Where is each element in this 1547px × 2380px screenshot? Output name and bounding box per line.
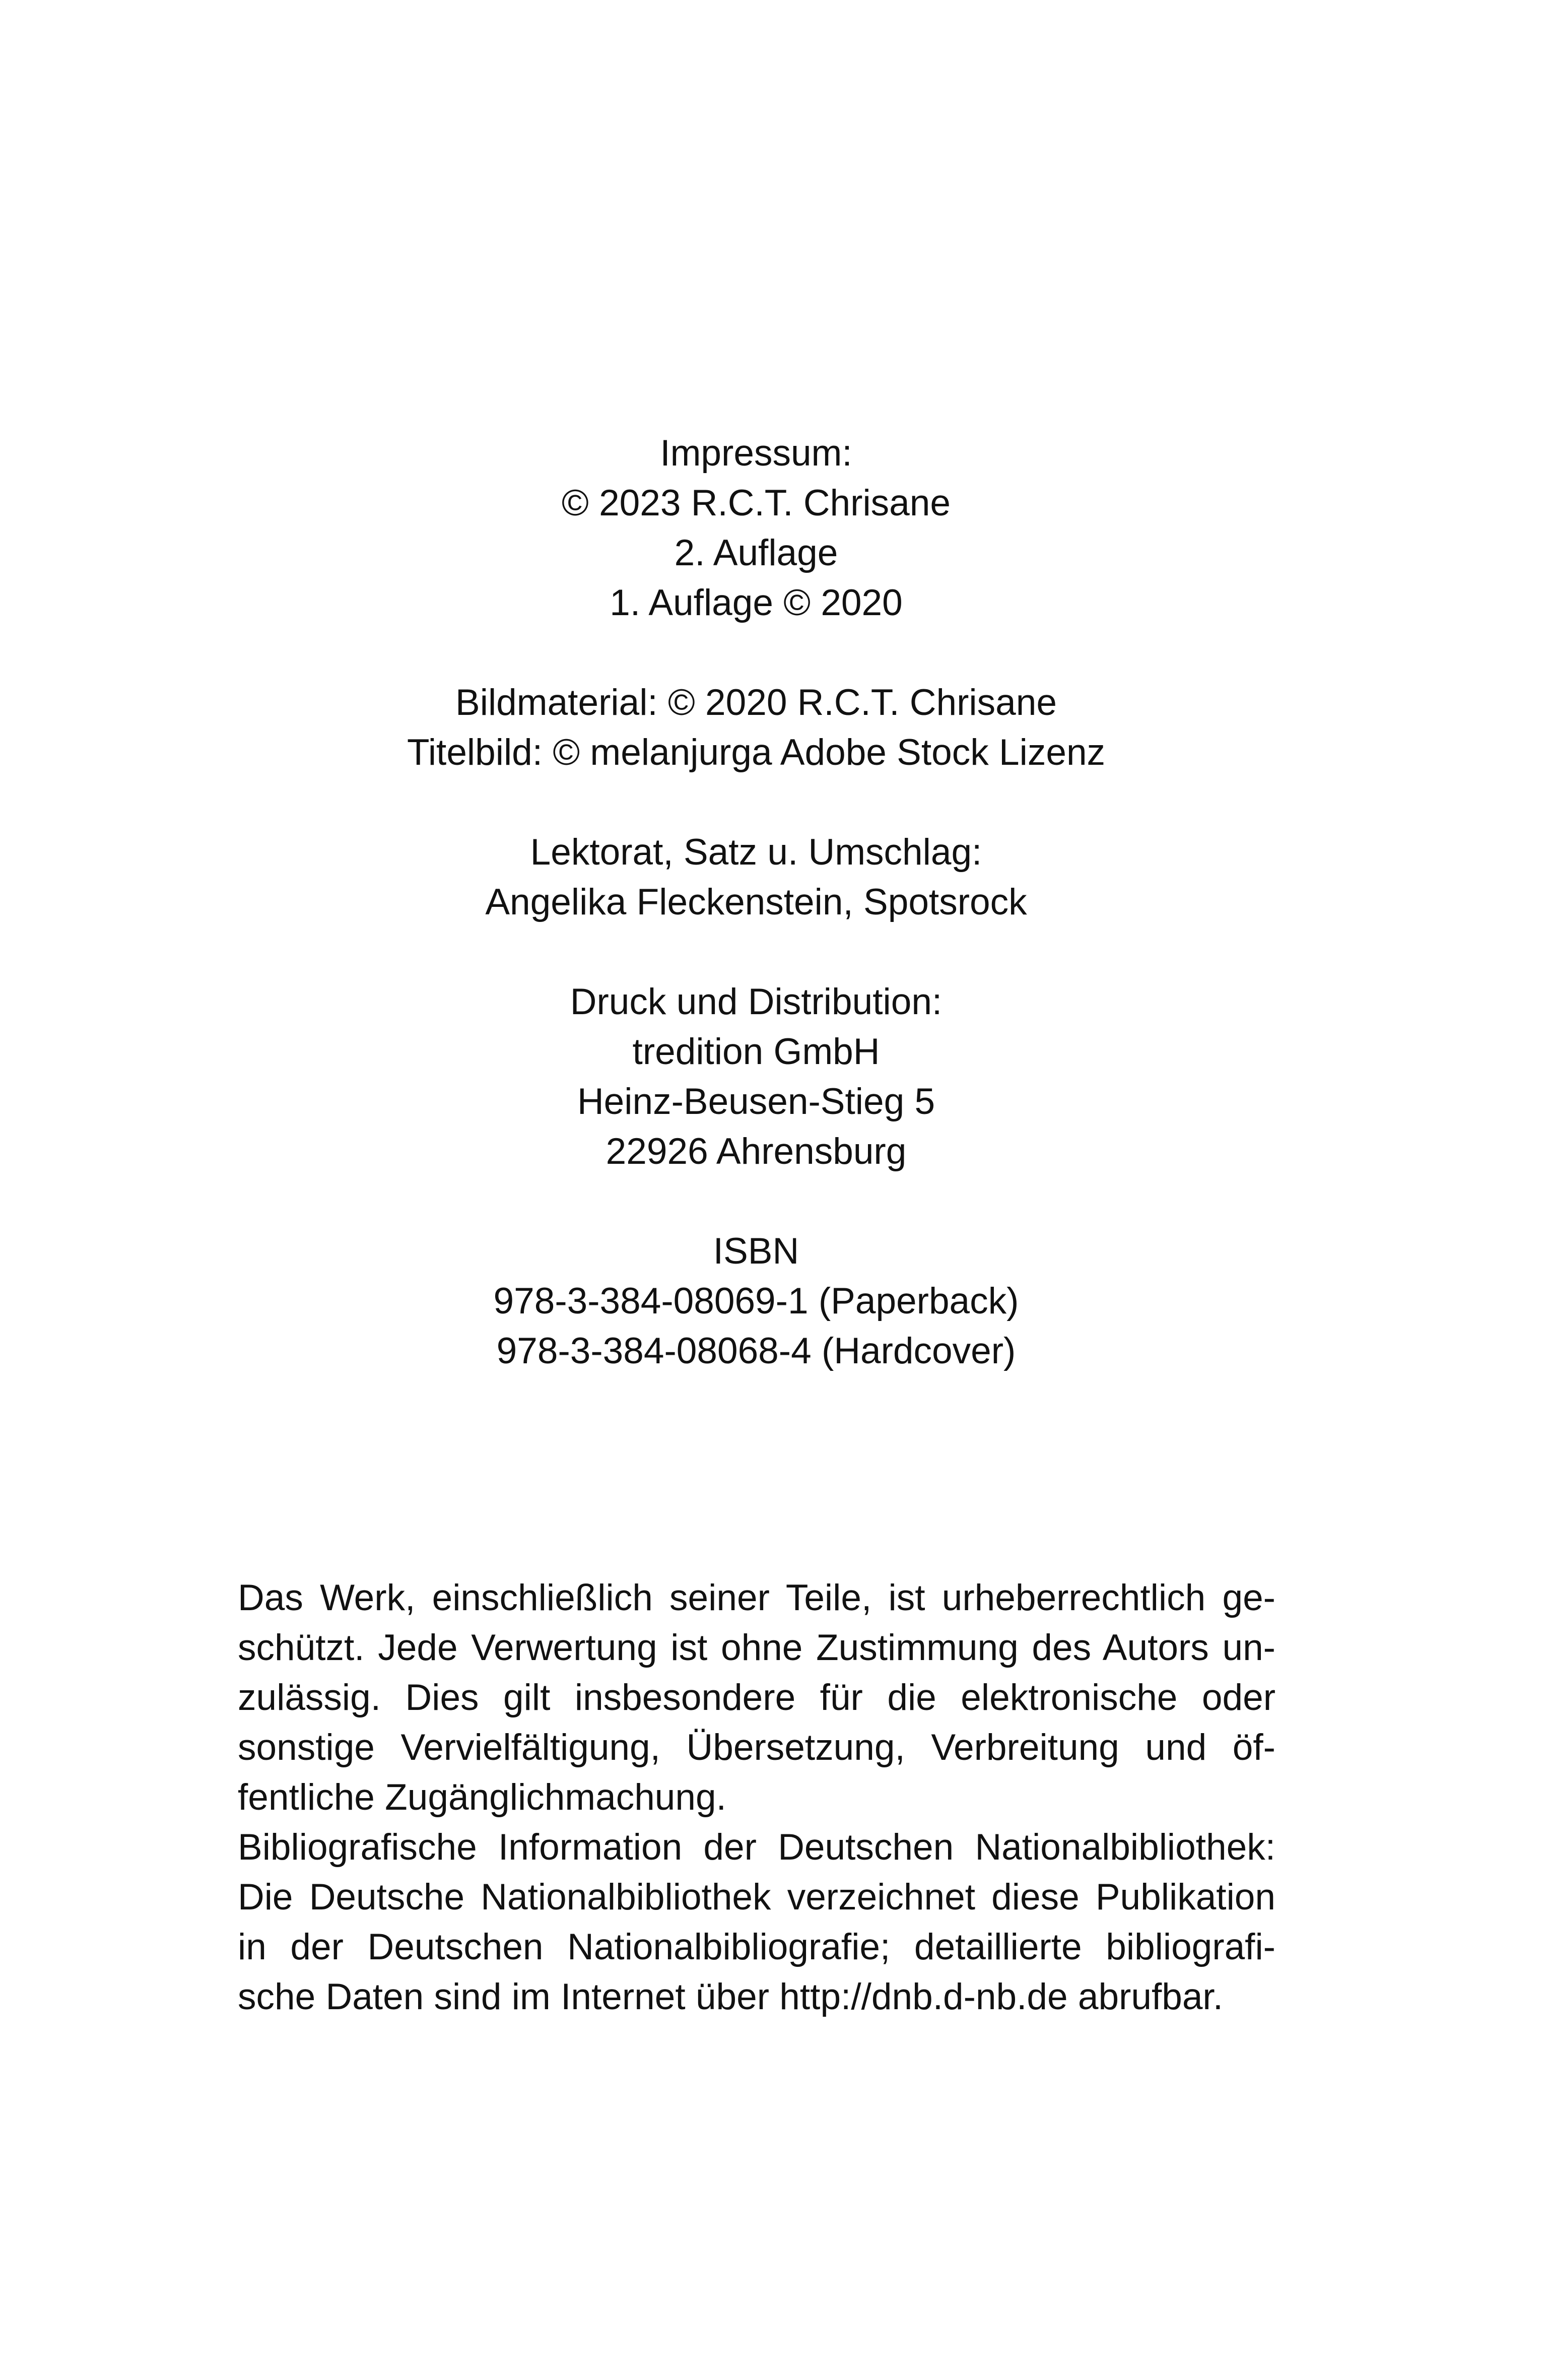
publisher-street: Heinz-Beusen-Stieg 5	[577, 1081, 935, 1122]
copyright-paragraph-line: fentliche Zugänglichmachung.	[238, 1777, 726, 1818]
cover-image-credit: Titelbild: © melanjurga Adobe Stock Lizenz	[407, 732, 1106, 773]
imprint-isbn-group	[0, 1226, 1512, 1376]
imprint-heading: Impressum:	[660, 433, 852, 474]
imprint-editing-group	[0, 827, 1512, 927]
legal-notice-block	[238, 1573, 1275, 2022]
imprint-block	[0, 428, 1512, 1376]
copyright-line: © 2023 R.C.T. Chrisane	[562, 483, 951, 523]
bibliographic-paragraph-line: in der Deutschen Nationalbibliografie; detaillierte bibliografi-	[238, 1927, 1275, 1967]
editing-heading: Lektorat, Satz u. Umschlag:	[530, 832, 982, 873]
bibliographic-paragraph-line: Bibliografische Information der Deutschen Nationalbibliothek:	[238, 1827, 1275, 1868]
imprint-edition-group	[0, 428, 1512, 628]
first-edition-line: 1. Auflage © 2020	[610, 582, 903, 623]
isbn-heading: ISBN	[713, 1231, 799, 1272]
bibliographic-paragraph-line: Die Deutsche Nationalbibliothek verzeichnet diese Publikation	[238, 1877, 1275, 1918]
imprint-publisher-group	[0, 977, 1512, 1176]
publisher-name: tredition GmbH	[632, 1031, 880, 1072]
isbn-hardcover: 978-3-384-08068-4 (Hardcover)	[496, 1331, 1016, 1371]
copyright-paragraph-line: sonstige Vervielfältigung, Übersetzung, Verbreitung und öf-	[238, 1727, 1275, 1768]
edition-line: 2. Auflage	[674, 533, 838, 573]
copyright-paragraph	[238, 1573, 1275, 1822]
imprint-image-credits-group	[0, 678, 1512, 777]
copyright-paragraph-line: schützt. Jede Verwertung ist ohne Zustimmung des Autors un-	[238, 1627, 1275, 1668]
distribution-heading: Druck und Distribution:	[570, 981, 943, 1022]
bibliographic-paragraph-line: sche Daten sind im Internet über http://dnb.d-nb.de abrufbar.	[238, 1976, 1223, 2017]
copyright-paragraph-line: Das Werk, einschließlich seiner Teile, ist urheberrechtlich ge-	[238, 1577, 1275, 1618]
bibliographic-paragraph	[238, 1822, 1275, 2022]
publisher-city: 22926 Ahrensburg	[606, 1131, 907, 1172]
image-material-credit: Bildmaterial: © 2020 R.C.T. Chrisane	[455, 682, 1057, 723]
editing-credit: Angelika Fleckenstein, Spotsrock	[485, 882, 1027, 922]
isbn-paperback: 978-3-384-08069-1 (Paperback)	[493, 1281, 1019, 1321]
copyright-paragraph-line: zulässig. Dies gilt insbesondere für die elektronische oder	[238, 1677, 1275, 1718]
